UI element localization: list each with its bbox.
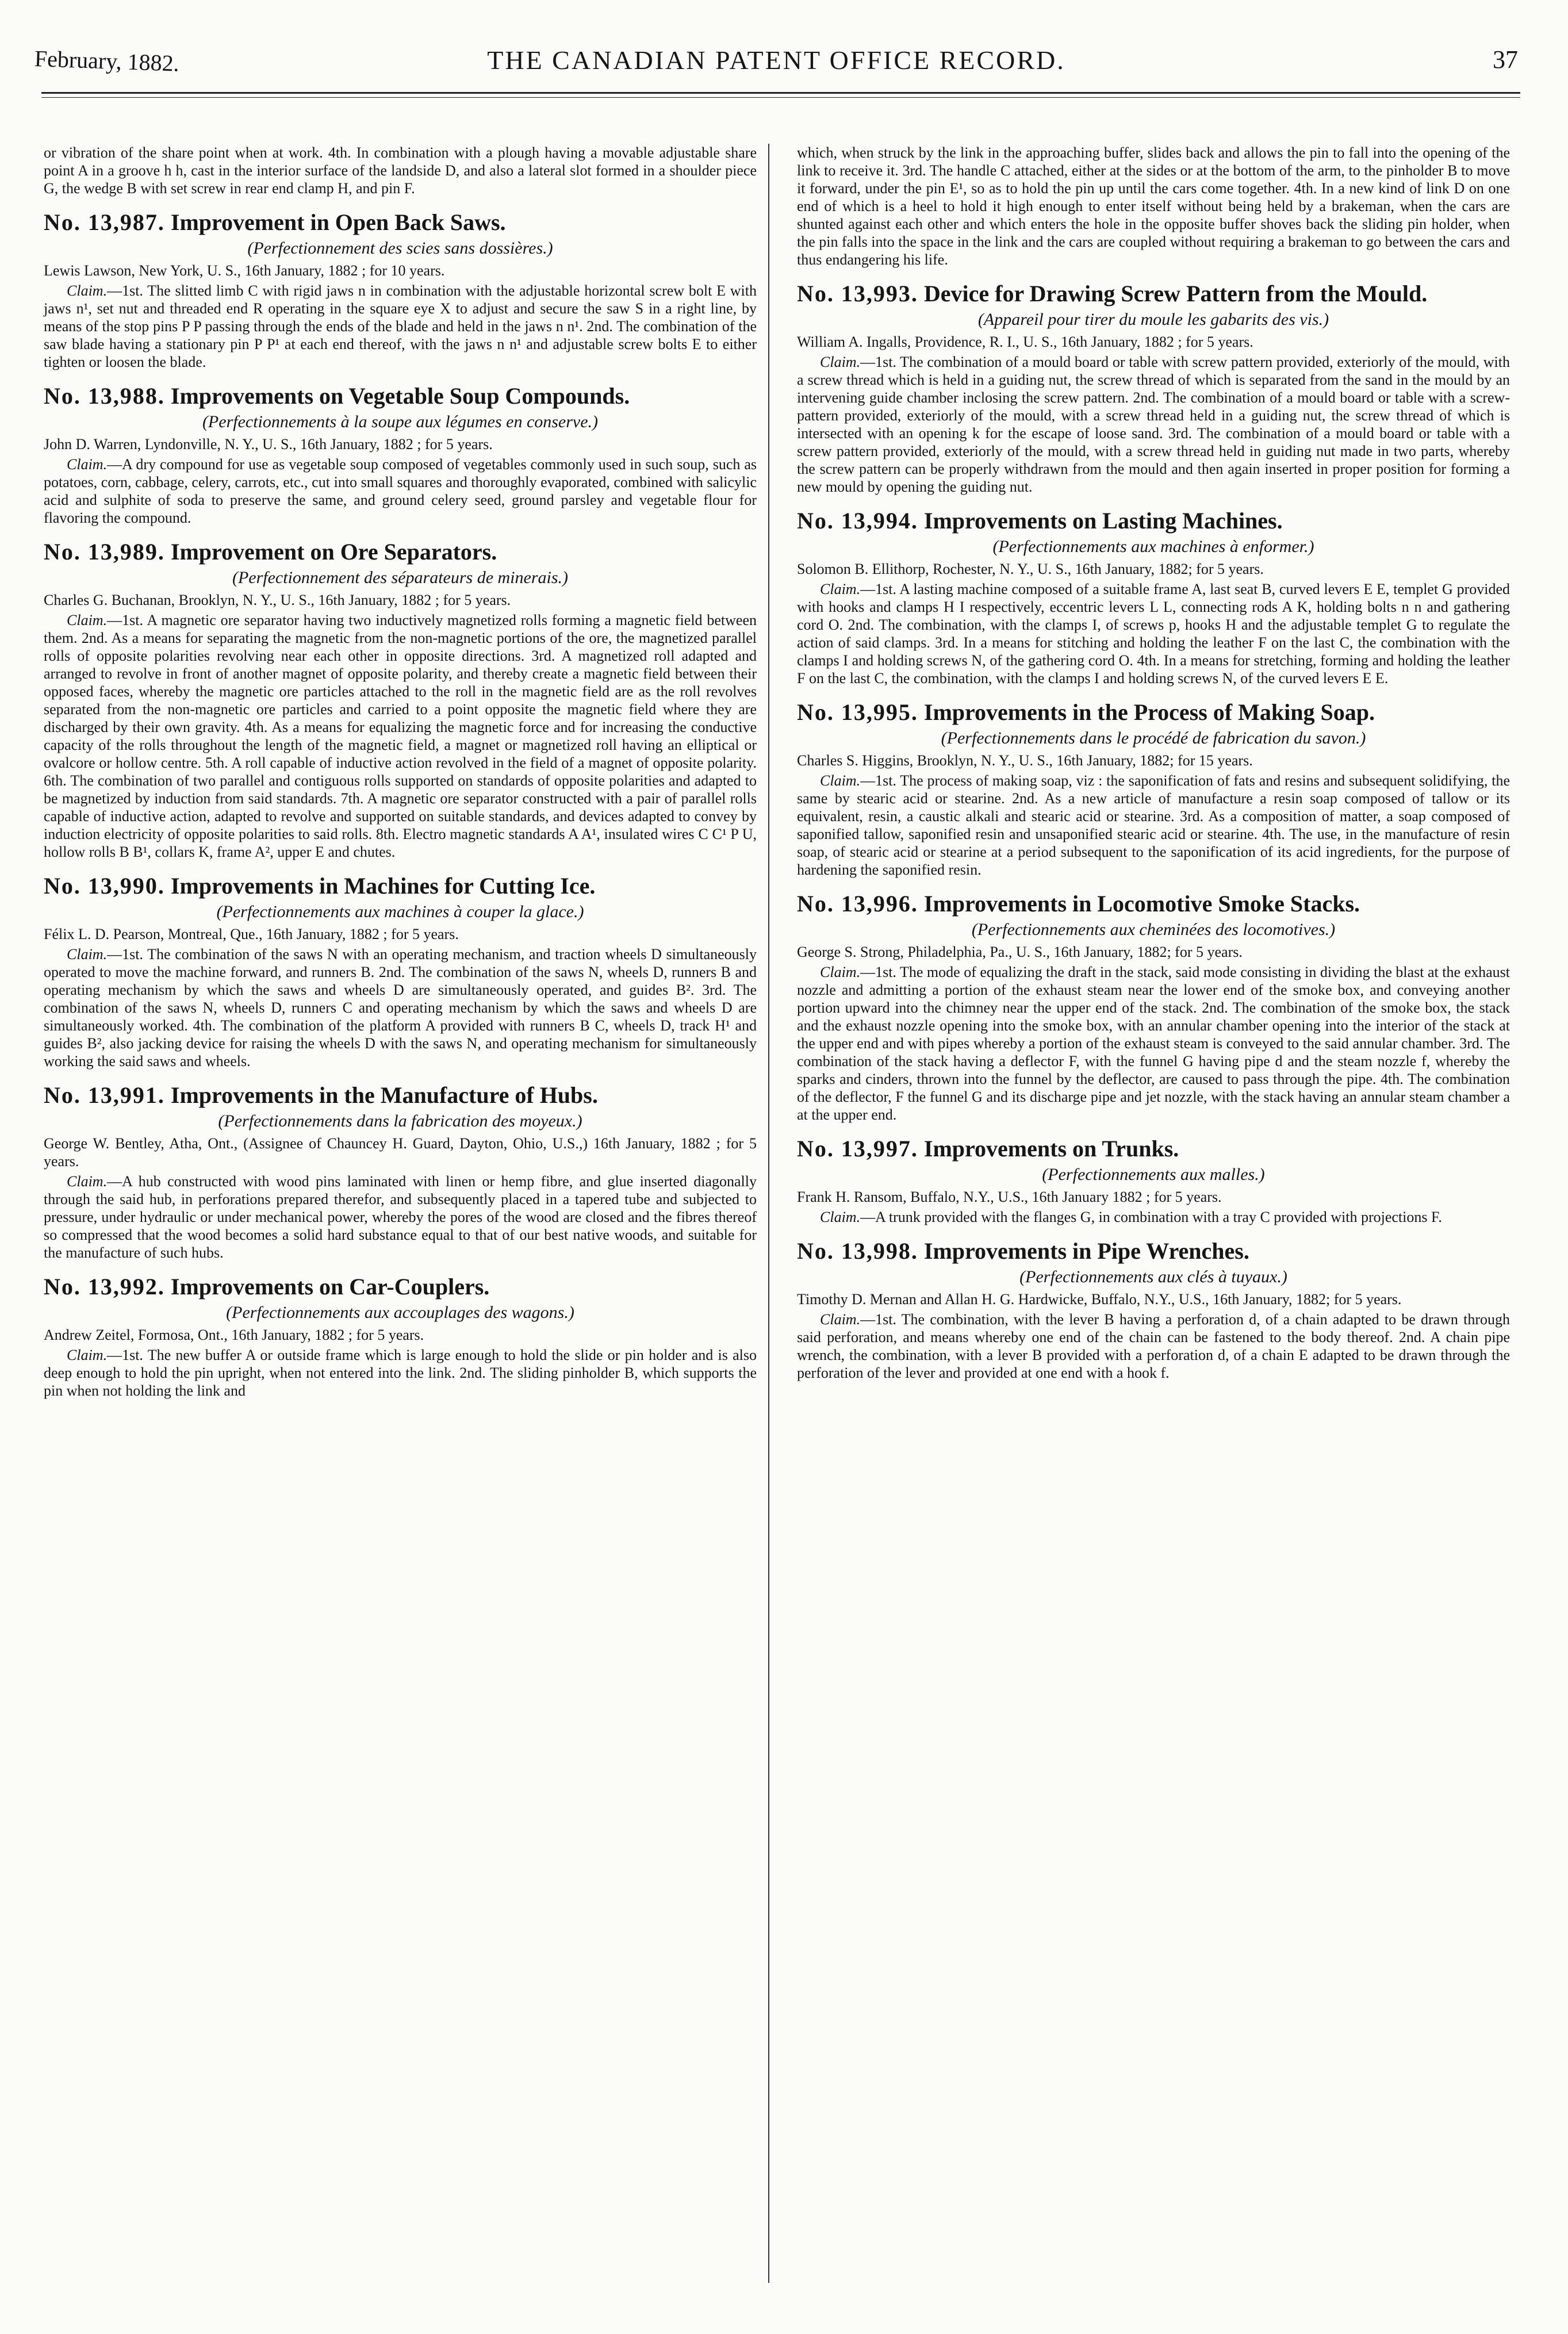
left-column — [44, 144, 757, 1412]
claim-text: Claim.—1st. The combination, with the lever B having a perforation d, of a chain adapted to be drawn through said perforation, and means whereby one end of the chain can be fastened to the body thereof. 2nd. A chain pipe wrench, the combination, with a lever B provided with a perforation d, of a chain E adapted to be drawn through the perforation of the lever and provided at one end with a hook f. — [797, 1311, 1510, 1381]
patent-entry-13998 — [797, 1239, 1510, 1382]
issue-date: February, 1882. — [34, 45, 180, 76]
patent-entry-13996 — [797, 891, 1510, 1124]
inventor-line: Charles G. Buchanan, Brooklyn, N. Y., U. S., 16th January, 1882 ; for 5 years. — [44, 592, 511, 608]
patent-entry-13994 — [797, 508, 1510, 687]
claim-text: Claim.—1st. The process of making soap, viz : the saponification of fats and resins and subsequent solidifying, the same by stearic acid or stearine. 2nd. As a new article of manufacture a resin soap composed of tallow or its equivalent, resin, a caustic alkali and stearic acid or stearine. 3rd. As a composition of matter, a soap composed of saponified tallow, saponified resin and unsaponified stearic acid or stearine. 4th. The use, in the manufacture of resin soap, of stearic acid or stearine at a period subsequent to the saponification of its acid ingredients, for the purpose of hardening the saponified resin. — [797, 772, 1510, 878]
claim-text: Claim.—1st. The new buffer A or outside frame which is large enough to hold the slide or pin holder and is also deep enough to hold the pin upright, when not entered into the link. 2nd. The sliding pinholder B, which supports the pin when not holding the link and — [44, 1347, 757, 1399]
claim-text: Claim.—1st. A magnetic ore separator having two inductively magnetized rolls forming a magnetic field between them. 2nd. As a means for separating the magnetic from the non-magnetic portions of the ore, the magnetized parallel rolls of opposite polarities revolving near each other in opposite directions. 3rd. A magnetized roll adapted and arranged to revolve in front of another magnet of opposite polarity, and thereby create a magnetic field between their opposed faces, whereby the magnetic ore particles attached to the roll in the magnetic field are as the roll revolves separated from the non-magnetic ore particles and carried to a point opposite the magnetic field where they are discharged by their own gravity. 4th. As a means for equalizing the magnetic force and for increasing the conductive capacity of the rolls throughout the length of the magnetic field, a magnet or magnetized roll having an elliptical or ovalcore or hollow centre. 5th. A roll capable of inductive action revolved in the field of a magnet of opposite polarity. 6th. The combination of two parallel and contiguous rolls supported on standards of opposite polarities and adapted to be magnetized by induction from said standards. 7th. A magnetic ore separator constructed with a pair of parallel rolls capable of inductive action, adapted to revolve and supported on suitable standards, and devices adapted to convey by induction electricity of opposite polarities to said rolls. 8th. Electro magnetic standards A A¹, insulated wires C C¹ P U, hollow rolls B B¹, collars K, frame A², upper E and chutes. — [44, 612, 757, 860]
french-title: (Perfectionnements aux clés à tuyaux.) — [1019, 1267, 1287, 1286]
patent-heading: No. 13,989. Improvement on Ore Separators. — [44, 539, 497, 565]
claim-text: Claim.—1st. The combination of the saws N with an operating mechanism, and traction wheels D simultaneously operated to move the machine forward, and runners B. 2nd. The combination of the saws N, wheels D, runners B and operating mechanism by which the saws and wheels D are simultaneously operated, and guides B². 3rd. The combination of the saws N, wheels D, runners C and operating mechanism by which the saws and wheels D are simultaneously worked. 4th. The combination of the platform A provided with runners B C, wheels D, track H¹ and guides B², also jacking device for raising the wheels D with the saws N, and operating mechanism for simultaneously working the said saws and wheels. — [44, 946, 757, 1070]
inventor-line: George S. Strong, Philadelphia, Pa., U. S., 16th January, 1882; for 5 years. — [797, 944, 1243, 960]
patent-heading: No. 13,993. Device for Drawing Screw Pattern from the Mould. — [797, 281, 1428, 306]
publication-title: THE CANADIAN PATENT OFFICE RECORD. — [487, 45, 1065, 75]
patent-heading: No. 13,992. Improvements on Car-Couplers. — [44, 1274, 490, 1300]
patent-entry-13991 — [44, 1083, 757, 1262]
french-title: (Perfectionnements dans le procédé de fabrication du savon.) — [941, 729, 1366, 748]
french-title: (Appareil pour tirer du moule les gabarits des vis.) — [977, 310, 1329, 329]
french-title: (Perfectionnements à la soupe aux légumes en conserve.) — [202, 412, 599, 431]
patent-heading: No. 13,997. Improvements on Trunks. — [797, 1136, 1179, 1162]
inventor-line: Charles S. Higgins, Brooklyn, N. Y., U. S., 16th January, 1882; for 15 years. — [797, 752, 1253, 769]
patent-heading: No. 13,991. Improvements in the Manufacture of Hubs. — [44, 1082, 598, 1108]
patent-entry-13988 — [44, 384, 757, 527]
page-number: 37 — [1493, 45, 1518, 74]
continued-claim: which, when struck by the link in the approaching buffer, slides back and allows the pin to fall into the opening of the link to receive it. 3rd. The handle C attached, either at the sides or at the bottom of the arm, to the pinholder B to move it forward, under the pin E¹, so as to hold the pin up until the cars come together. 4th. In a new kind of link D on one end of which is a heel to hold it high enough to enter itself without being held by a brakeman, when the cars are shunted against each other and which enters the hole in the opposite buffer shoves back the sliding pin holder, when the pin falls into the space in the link and the cars are coupled without requiring a brakeman to go between the cars and thus endangering his life. — [797, 144, 1510, 268]
inventor-line: George W. Bentley, Atha, Ont., (Assignee of Chauncey H. Guard, Dayton, Ohio, U.S.,) 16th January, 1882 ; for 5 years. — [44, 1135, 757, 1170]
patent-heading: No. 13,995. Improvements in the Process of Making Soap. — [797, 699, 1375, 725]
page-header — [34, 45, 1518, 91]
french-title: (Perfectionnement des scies sans dossières.) — [247, 239, 553, 258]
claim-text: Claim.—1st. A lasting machine composed of a suitable frame A, last seat B, curved levers E E, templet G provided with hooks and clamps H I respectively, eccentric levers L L, connecting rods A K, holding bolts n n and gathering cord O. 2nd. The combination, with the clamps I, of screws p, hooks H and the adjustable templet G to regulate the action of said clamps. 3rd. In a means for stitching and holding the leather F on the last C, the combination with the clamps I and holding screws N, of the gathering cord O. 4th. In a means for stretching, forming and holding the leather F on the last C, the combination, with the clamps I and holding screws N, of the curved levers E E. — [797, 581, 1510, 687]
patent-entry-13993 — [797, 281, 1510, 496]
claim-text: Claim.—1st. The slitted limb C with rigid jaws n in combination with the adjustable horizontal screw bolt E with jaws n¹, set nut and threaded end R operating in the square eye X to adjust and secure the saw S in a right line, by means of the stop pins P P passing through the ends of the blade and held in the jaws n n¹. 2nd. The combination of the saw blade having a stationary pin P P¹ at each end thereof, with the jaws n n¹ and adjustable screw bolts E to either tighten or loosen the blade. — [44, 282, 757, 370]
patent-heading: No. 13,994. Improvements on Lasting Machines. — [797, 508, 1283, 534]
inventor-line: Frank H. Ransom, Buffalo, N.Y., U.S., 16th January 1882 ; for 5 years. — [797, 1189, 1222, 1205]
patent-heading: No. 13,990. Improvements in Machines for Cutting Ice. — [44, 873, 596, 899]
right-column — [797, 144, 1510, 1394]
patent-entry-13995 — [797, 700, 1510, 879]
patent-entry-13992 — [44, 1274, 757, 1400]
claim-text: Claim.—A dry compound for use as vegetable soup composed of vegetables commonly used in such soup, such as potatoes, corn, cabbage, celery, carrots, etc., cut into small squares and thoroughly evaporated, combined with salicylic acid and sulphite of soda to preserve the same, and ground celery seed, ground parsley and vegetable flour for flavoring the compound. — [44, 456, 757, 526]
patent-entry-13987 — [44, 210, 757, 371]
french-title: (Perfectionnements aux machines à enformer.) — [992, 537, 1314, 556]
inventor-line: William A. Ingalls, Providence, R. I., U. S., 16th January, 1882 ; for 5 years. — [797, 334, 1253, 350]
french-title: (Perfectionnements aux malles.) — [1042, 1165, 1265, 1184]
french-title: (Perfectionnements aux cheminées des locomotives.) — [971, 920, 1336, 939]
patent-heading: No. 13,987. Improvement in Open Back Saws. — [44, 209, 506, 235]
french-title: (Perfectionnements aux machines à couper la glace.) — [216, 902, 584, 921]
patent-entry-13990 — [44, 873, 757, 1070]
french-title: (Perfectionnement des séparateurs de minerais.) — [232, 568, 569, 587]
continued-claim: or vibration of the share point when at work. 4th. In combination with a plough having a movable adjustable share point A in a groove h h, cast in the interior surface of the landside D, and also a lateral slot formed in a shoulder piece G, the wedge B with set screw in rear end clamp H, and pin F. — [44, 144, 757, 197]
claim-text: Claim.—1st. The mode of equalizing the draft in the stack, said mode consisting in dividing the blast at the exhaust nozzle and admitting a portion of the exhaust steam near the lower end of the smoke box, and conveying another portion upward into the chimney near the upper end of the stack. 2nd. The combination of the smoke box, the stack and the exhaust nozzle opening into the smoke box, with an annular chamber opening into the interior of the stack at the upper end and with pipes whereby a portion of the exhaust steam is conveyed to the said annular chamber. 3rd. The combination of the stack having a deflector F, with the funnel G having pipe d and the steam nozzle f, whereby the sparks and cinders, thrown into the funnel by the deflector, are caused to pass through the pipe. 4th. The combination of the deflector, F the funnel G and its discharge pipe and jet nozzle, with the stack having an annular steam chamber a at the upper end. — [797, 964, 1510, 1123]
patent-entry-13989 — [44, 539, 757, 861]
inventor-line: Félix L. D. Pearson, Montreal, Que., 16th January, 1882 ; for 5 years. — [44, 926, 459, 942]
inventor-line: Lewis Lawson, New York, U. S., 16th January, 1882 ; for 10 years. — [44, 262, 445, 279]
claim-text: Claim.—1st. The combination of a mould board or table with screw pattern provided, exteriorly of the mould, with a screw thread which is held in a guiding nut, the screw thread of which is separated from the sand in the mould by an intervening guide chamber inclosing the screw pattern. 2nd. The combination of a mould board or table with a screw-pattern provided, exteriorly of the mould, with a screw thread held in a guiding nut, the screw thread of which is intersected with an opening k for the escape of loose sand. 3rd. The combination of a mould board or table with a screw pattern provided, exteriorly of the mould, with a screw thread held in guiding nut made in two parts, whereby the screw pattern can be properly withdrawn from the mould and then again inserted in proper position for forming a new mould by opening the guiding nut. — [797, 354, 1510, 495]
inventor-line: John D. Warren, Lyndonville, N. Y., U. S., 16th January, 1882 ; for 5 years. — [44, 436, 493, 453]
header-rule — [41, 92, 1520, 98]
french-title: (Perfectionnements dans la fabrication des moyeux.) — [218, 1112, 582, 1130]
inventor-line: Andrew Zeitel, Formosa, Ont., 16th January, 1882 ; for 5 years. — [44, 1327, 424, 1343]
claim-text: Claim.—A hub constructed with wood pins laminated with linen or hemp fibre, and glue inserted diagonally through the said hub, in perforations prepared therefor, and subsequently placed in a tapered tube and subjected to pressure, under hydraulic or under mechanical power, whereby the pores of the wood are closed and the fibres thereof so compressed that the wood becomes a solid hard substance equal to that of our best native woods, and suitable for the manufacture of such hubs. — [44, 1173, 757, 1261]
claim-text: Claim.—A trunk provided with the flanges G, in combination with a tray C provided with projections F. — [820, 1209, 1442, 1225]
patent-entry-13997 — [797, 1136, 1510, 1226]
inventor-line: Solomon B. Ellithorp, Rochester, N. Y., U. S., 16th January, 1882; for 5 years. — [797, 561, 1264, 577]
inventor-line: Timothy D. Mernan and Allan H. G. Hardwicke, Buffalo, N.Y., U.S., 16th January, 1882; for 5 years. — [797, 1291, 1402, 1308]
patent-heading: No. 13,996. Improvements in Locomotive Smoke Stacks. — [797, 891, 1360, 917]
column-divider — [768, 144, 769, 2283]
patent-heading: No. 13,998. Improvements in Pipe Wrenches. — [797, 1238, 1249, 1264]
french-title: (Perfectionnements aux accouplages des wagons.) — [226, 1303, 574, 1322]
patent-heading: No. 13,988. Improvements on Vegetable Soup Compounds. — [44, 383, 630, 409]
